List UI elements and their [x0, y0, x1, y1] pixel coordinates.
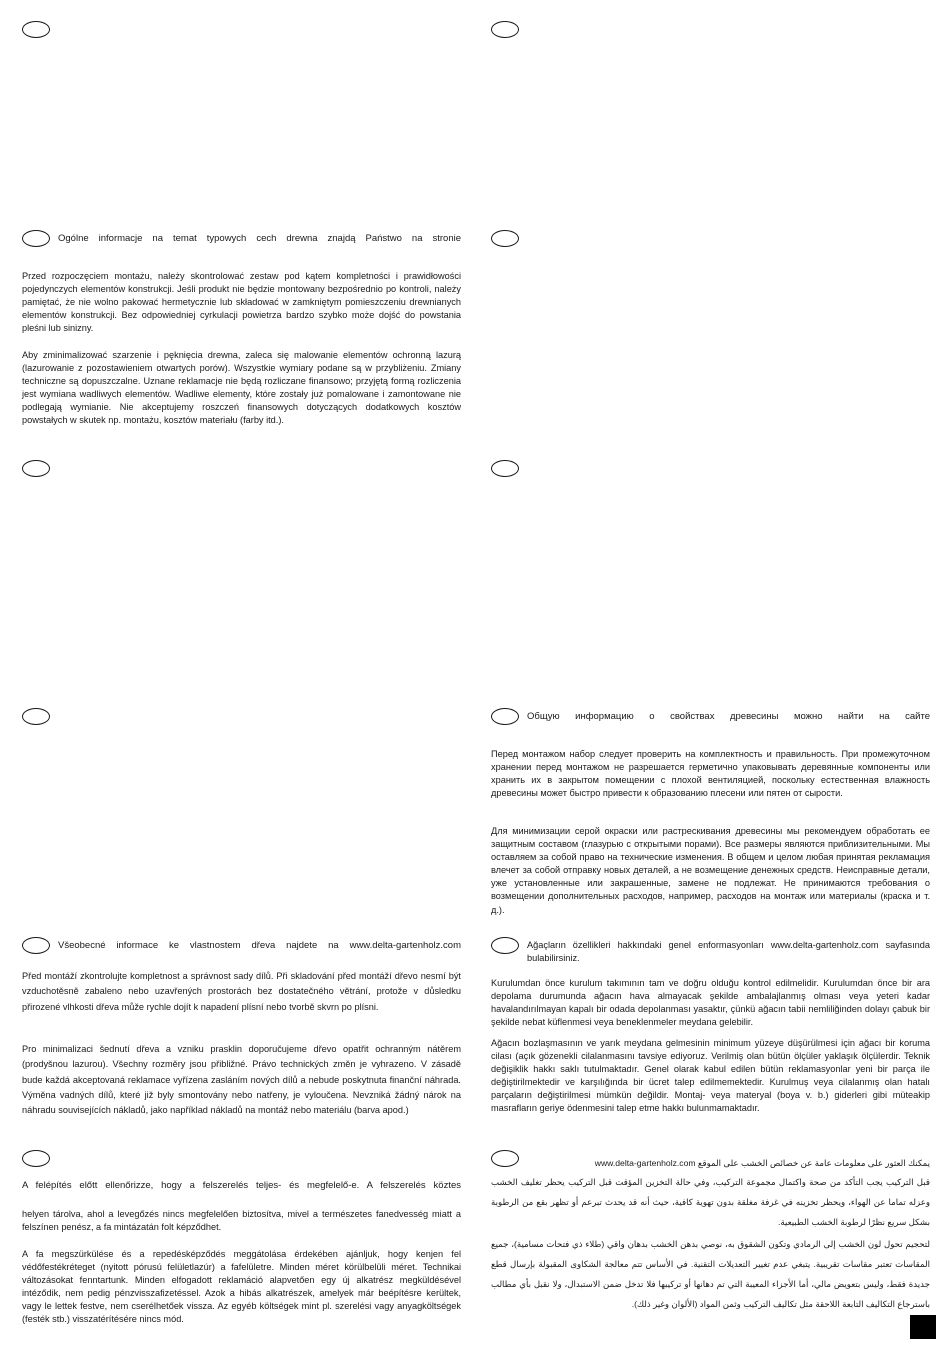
language-flag-oval — [491, 230, 519, 247]
tr-heading: Ağaçların özellikleri hakkındaki genel enformasyonları www.delta-gartenholz.com sayfasında bulabilirsiniz. — [527, 940, 930, 964]
language-flag-oval — [22, 708, 50, 725]
tr-paragraph-2: Ağacın bozlaşmasının ve yarık meydana gelmesinin minimum yüzeye düşürülmesi için ağacı bir koruma cilası (açık gözenekli cilalanmasını tavsiye ediyoruz. Verilmiş olan bütün ölçüler yaklaşık ölçülerdir. Teknik değişiklik hakkı saklı tutulmaktadır. Genel olarak kabul edilen bütün reklamasyonlar yeni bir parça ile değiştirilmektedir ve karşılığında bir ücret talep edilmemektedir. Kurulmuş veya cilalanmış olan hatalı parçaların değiştirilmesi mümkün değildir. Montaj- veya materyal (boya v. b.) giderleri gibi müteakip masrafların geriye ödenmesini talep etme hakkı bulunmamaktadır. — [491, 1038, 930, 1114]
tr-paragraph-1: Kurulumdan önce kurulum takımının tam ve doğru olduğu kontrol edilmelidir. Kurulumdan önce bir ara depolama durumunda ağacın hava almayacak şekilde ambalajlanmış olması veya yeteri kadar havalandırılmayan kapalı bir odada depolanması yasaktır, çünkü ağacın tabii nemliliğinden dolayı çabuk bir şekilde nebat küflenmesi veya beneklenmeler meydana gelebilir. — [491, 978, 930, 1028]
hu-paragraph-2: A fa megszürkülése és a repedésképződés meggátolása érdekében ajánljuk, hogy kenjen fel védőfestékréteget (nyitott pórusú felületlazúr) a fafelületre. Minden méret körülbelüli méret. Technikai változásokat fenntartunk. Minden elfogadott reklamáció alapvetően egy új alkatrész megküldésével intéződik, nem pedig pénzvisszafizetéssel. Azok a hibás alkatrészek, amelyek már beépítésre kerültek, vagy le lettek festve, nem cserélhetőek vissza. Az egyéb költségek mint pl. szerelési vagy anyagköltségek (festék stb.) visszatérítésére nincs mód. — [22, 1249, 461, 1325]
cz-heading: Všeobecné informace ke vlastnostem dřeva najdete na www.delta-gartenholz.com — [58, 940, 461, 951]
language-flag-pl — [22, 230, 50, 247]
ru-paragraph-1: Перед монтажом набор следует проверить на комплектность и правильность. При промежуточном хранении перед монтажом не разрешается герметично упаковывать деревянные компоненты или хранить их в закрытом помещении с плохой вентиляцией, поскольку естественная влажность древесины может быстро привести к образованию плесени или пятен от сырости. — [491, 749, 930, 799]
corner-mark — [910, 1315, 936, 1339]
pl-heading: Ogólne informacje na temat typowych cech drewna znajdą Państwo na stronie — [58, 233, 461, 244]
language-flag-oval — [491, 460, 519, 477]
language-flag-hu — [22, 1150, 50, 1167]
cz-paragraph-2: Pro minimalizaci šednutí dřeva a vzniku prasklin doporučujeme dřevo opatřit ochranným nátěrem (prodyšnou lazurou). Všechny rozměry jsou přibližné. Právo technických změn je vyhrazeno. V zásadě bude každá akceptovaná reklamace vyřízena zasláním nových dílů a nebude poskytnuta finanční náhrada. Výměna vadných dílů, které již byly smontovány nebo natřeny, je vyloučena. Nevzniká žádný nárok na náhradu souvisejících nákladů, jako například nákladů na montáž nebo materiálu (barva apod.) — [22, 1044, 461, 1116]
ru-heading: Общую информацию о свойствах древесины можно найти на сайте — [527, 711, 930, 722]
ar-paragraph-1: قبل التركيب يجب التأكد من صحة واكتمال مجموعة التركيب، وفي حالة التخزين المؤقت قبل التركيب يحظر تغليف الخشب وعزله تماما عن الهواء، ويحظر تخزينه في غرفة مغلقة بدون تهوية كافية، حيث أنه قد يحدث تبرعم أو تظهر بقع من الرطوبة بشكل سريع نظرًا لرطوبة الخشب الطبيعية. — [491, 1177, 930, 1227]
pl-paragraph-1: Przed rozpoczęciem montażu, należy skontrolować zestaw pod kątem kompletności i prawidłowości pojedynczych elementów konstrukcji. Jeśli produkt nie będzie montowany bezpośrednio po kontroli, należy pamiętać, że nie wolno pakować hermetycznie lub składować w zamkniętym pomieszczeniu drewnianych elementów konstrukcji. Bez odpowiedniej cyrkulacji powietrza bardzo szybko może dojść do powstania pleśni lub sinizny. — [22, 271, 461, 334]
ru-paragraph-2: Для минимизации серой окраски или растрескивания древесины мы рекомендуем обработать ее защитным составом (глазурью с открытыми порами). Все размеры являются приблизительными. Мы оставляем за собой право на технические изменения. В общем и целом любая принятая рекламация влечет за собой отправку новых деталей, а не возмещение денежных средств. Неисправные детали, уже установленные или закрашенные, замене не подлежат. Не принимаются требования о возмещении дополнительных расходов, например, расходов на монтаж или материалы (краска и т. д.). — [491, 826, 930, 915]
language-flag-oval — [491, 21, 519, 38]
cz-paragraph-1: Před montáží zkontrolujte kompletnost a správnost sady dílů. Při skladování před montáží dřevo nesmí být vzduchotěsně zabaleno nebo uzavřených prostorách bez dostatečného větrání, protože v důsledku přirozené vlhkosti dřeva může rychle dojít k napadení plísní nebo tvorbě skvrn po plísni. — [22, 971, 461, 1012]
language-flag-ru — [491, 708, 519, 725]
hu-heading: A felépítés előtt ellenőrizze, hogy a felszerelés teljes- és megfelelő-e. A felszerelés köztes — [22, 1180, 461, 1191]
hu-paragraph-1: helyen tárolva, ahol a levegőzés nincs megfelelően biztosítva, mivel a természetes fanedvesség miatt a felszínen penész, a fa mintázatán folt képződhet. — [22, 1209, 461, 1233]
language-flag-oval — [22, 21, 50, 38]
pl-paragraph-2: Aby zminimalizować szarzenie i pęknięcia drewna, zaleca się malowanie elementów ochronną lazurą (lazurowanie z pozostawieniem otwartych porów). Wszystkie wymiary podane są w przybliżeniu. Zmiany techniczne są dopuszczalne. Uznane reklamacje nie będą rozliczane finansowo; przyjętą formą rozliczenia jest wymiana wadliwych elementów. Wadliwe elementy, które zostały już pomalowane i zamontowane nie podlegają wymianie. Nie akceptujemy roszczeń finansowych dotyczących dodatkowych kosztów powstałych w skutek np. montażu, kosztów materiału (farby itd.). — [22, 350, 461, 426]
language-flag-ar — [491, 1150, 519, 1167]
language-flag-oval — [22, 460, 50, 477]
ar-paragraph-2: لتحجيم تحول لون الخشب إلى الرمادي وتكون الشقوق به، نوصي بدهن الخشب بدهان واقي (طلاء ذي فتحات مسامية)، جميع المقاسات تعتبر مقاسات تقريبية. يتبغي عدم تغيير التعديلات التقنية. في الأساس تتم معالجة الشكاوى المقبولة بإرسال قطع جديدة فقط، وليس بتعويض مالي، أما الأجزاء المعيبة التي تم دهانها أو تركيبها فلا تدخل ضمن الاستبدال، ولا نقبل بأي مطالب باسترجاع التكاليف التابعة اللاحقة مثل تكاليف التركيب وثمن المواد (الألوان وغير ذلك). — [491, 1239, 930, 1309]
language-flag-tr — [491, 937, 519, 954]
ar-heading: يمكنك العثور على معلومات عامة عن خصائص الخشب على الموقع www.delta-gartenholz.com — [594, 1158, 930, 1168]
language-flag-cz — [22, 937, 50, 954]
